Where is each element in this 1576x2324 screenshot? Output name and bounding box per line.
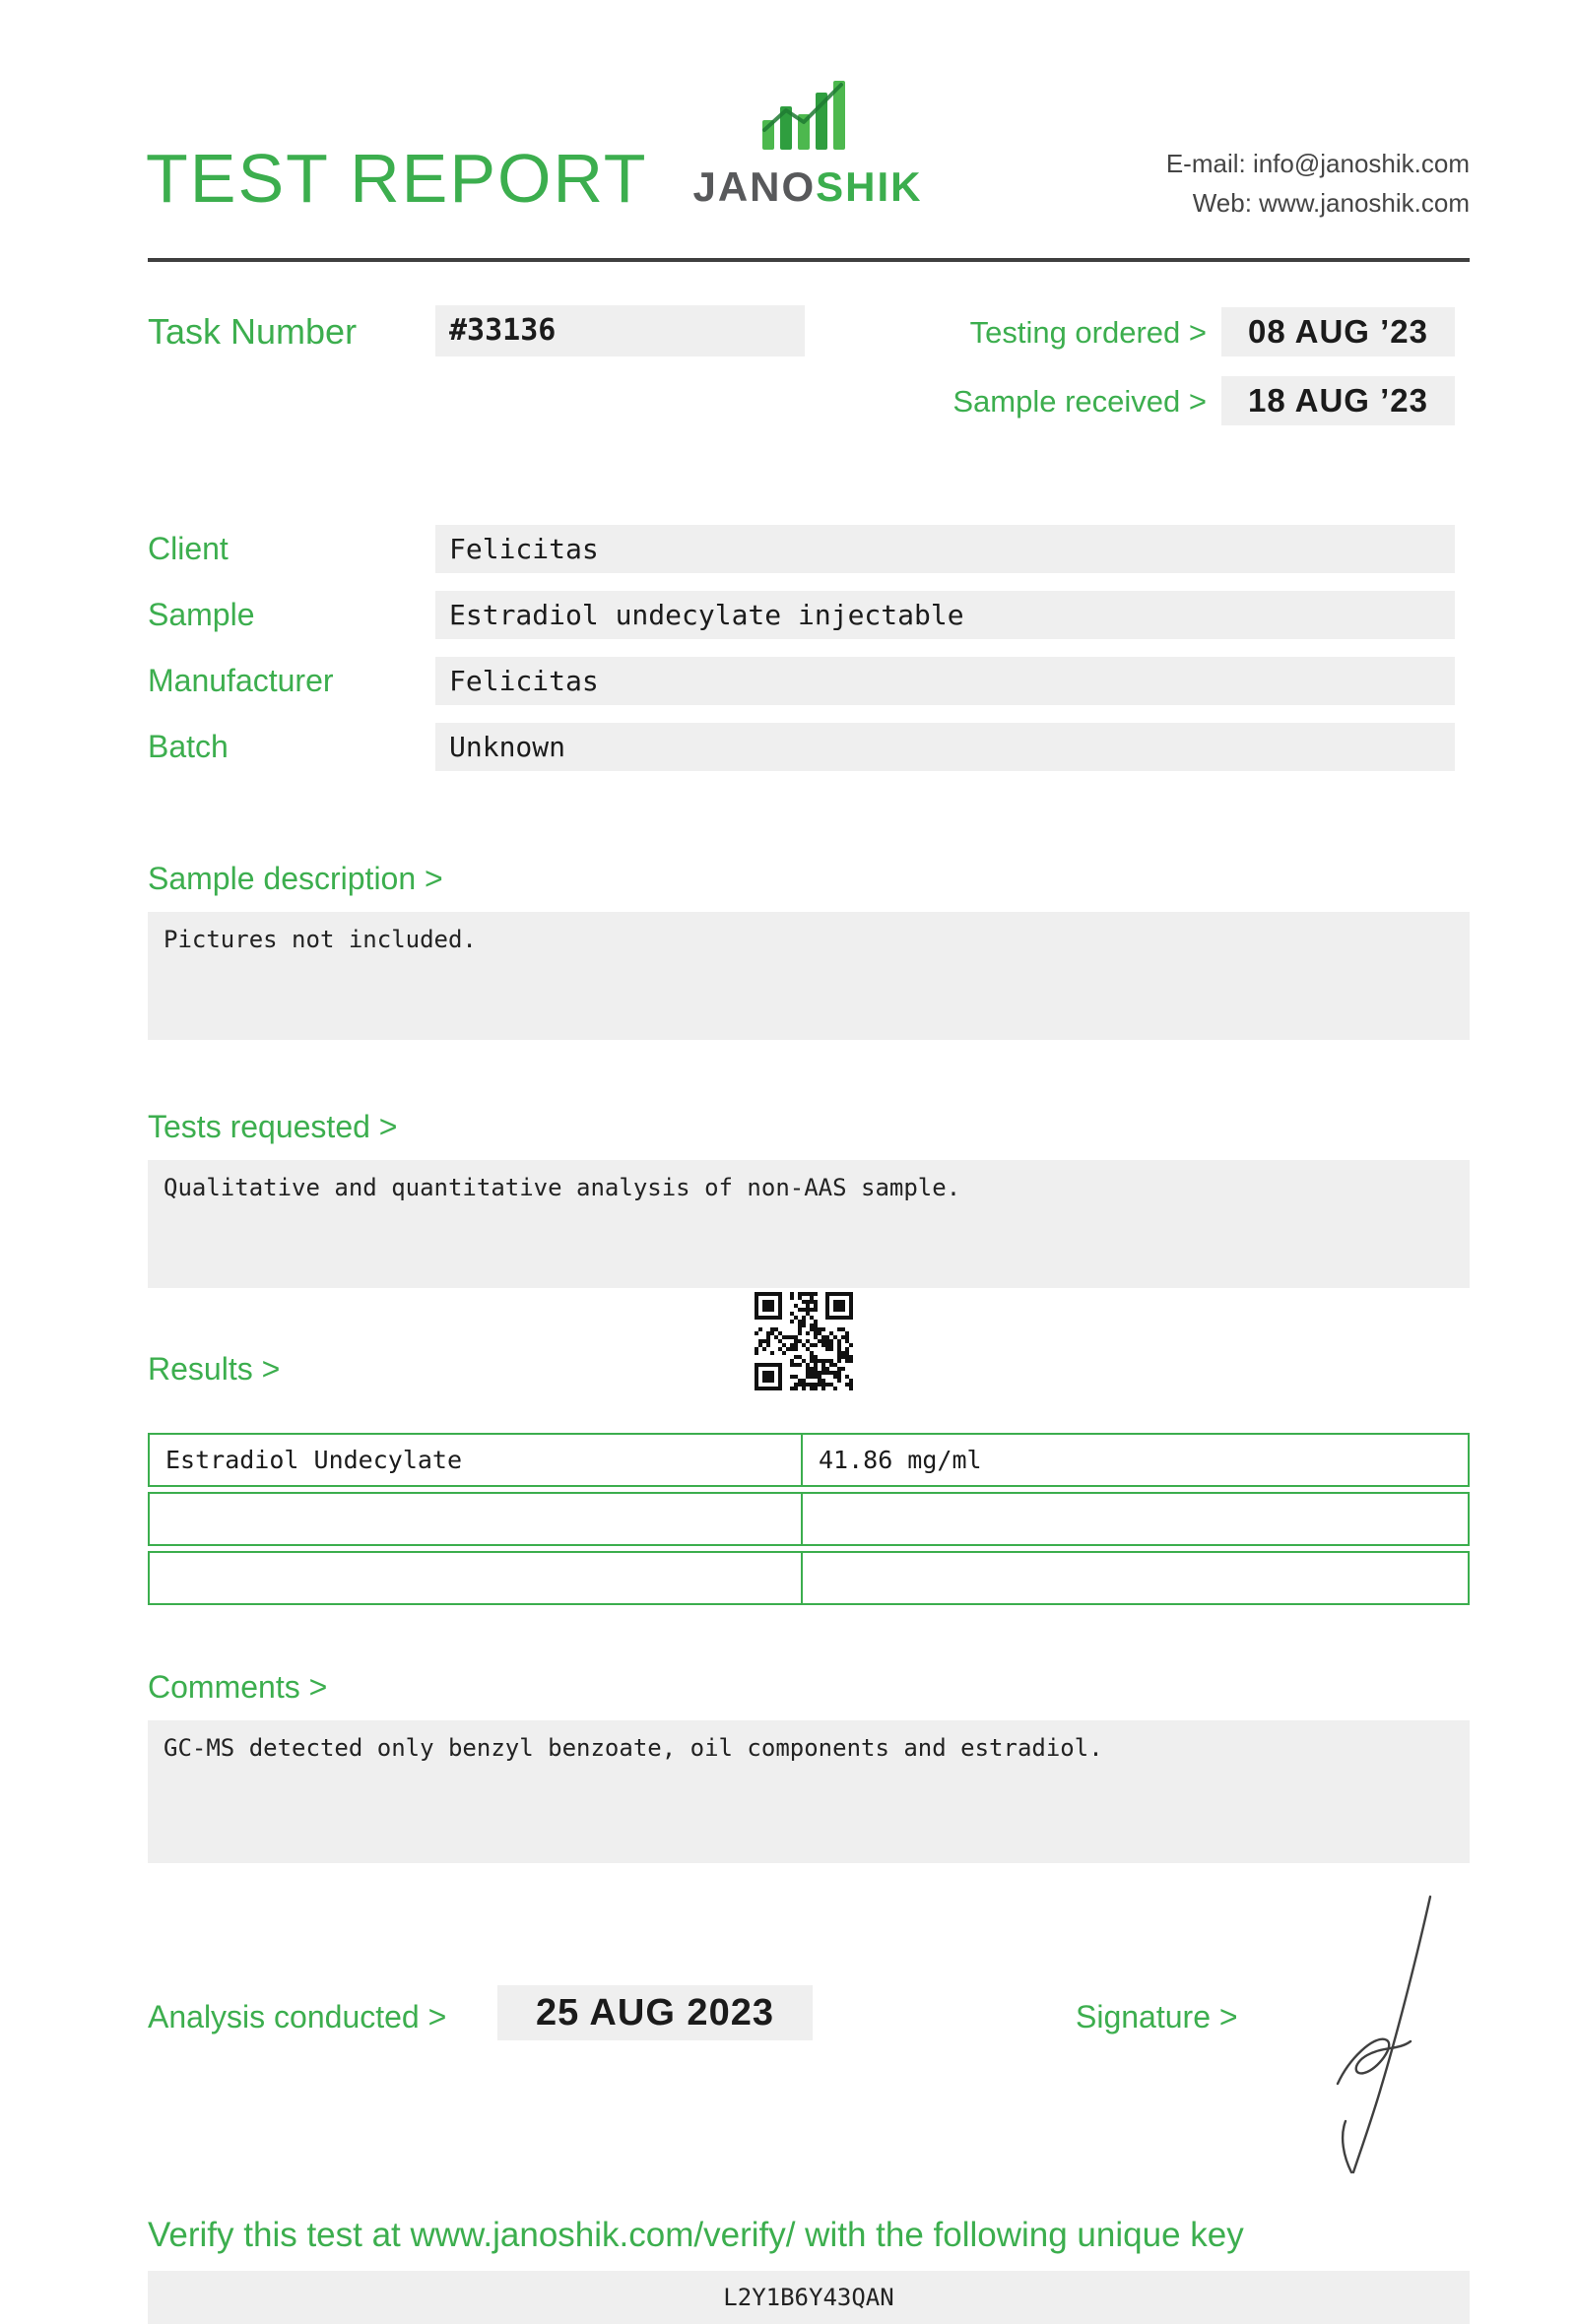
result-name-cell: [150, 1494, 803, 1544]
unique-key-bar: L2Y1B6Y43QAN: [148, 2271, 1470, 2324]
logo-text: [690, 163, 926, 211]
testing-ordered-label: Testing ordered >: [969, 315, 1207, 350]
client-label: Client: [148, 531, 229, 566]
task-number-field: #33136: [435, 305, 805, 356]
signature-label: Signature >: [1076, 1999, 1238, 2034]
table-row: [148, 1551, 1470, 1605]
logo-text-primary: JANO: [692, 163, 817, 210]
result-value-cell: 41.86 mg/ml: [819, 1446, 982, 1474]
batch-label: Batch: [148, 729, 229, 764]
testing-ordered-field: 08 AUG ’23: [1221, 307, 1455, 356]
sample-label: Sample: [148, 597, 255, 632]
table-row: [148, 1492, 1470, 1546]
verify-text: Verify this test at www.janoshik.com/verify/ with the following unique key: [148, 2216, 1244, 2254]
qr-code: [755, 1292, 853, 1390]
sample-description-box: [148, 912, 1470, 1040]
page-title: TEST REPORT: [146, 140, 648, 217]
result-value-cell: [803, 1553, 1468, 1603]
sample-received-label: Sample received >: [952, 384, 1207, 419]
results-table: [148, 1433, 1470, 1610]
logo-chart-icon: [758, 79, 849, 158]
result-name-cell: [150, 1553, 803, 1603]
comments-box: [148, 1720, 1470, 1863]
tests-requested-box: [148, 1160, 1470, 1288]
header-divider: [148, 258, 1470, 262]
result-name-cell: Estradiol Undecylate: [150, 1435, 803, 1485]
result-value-cell: [803, 1494, 1468, 1544]
manufacturer-field: Felicitas: [435, 657, 1455, 705]
logo-text-secondary: SHIK: [816, 163, 923, 210]
sample-description-text: Pictures not included.: [164, 926, 477, 953]
sample-description-heading: Sample description >: [148, 861, 443, 896]
sample-received-field: 18 AUG ’23: [1221, 376, 1455, 425]
sample-field: Estradiol undecylate injectable: [435, 591, 1455, 639]
signature-image: [1280, 1889, 1468, 2184]
contact-block: [1166, 144, 1470, 223]
contact-web: Web: www.janoshik.com: [1192, 188, 1470, 218]
manufacturer-label: Manufacturer: [148, 663, 334, 698]
table-row: [148, 1433, 1470, 1487]
batch-field: Unknown: [435, 723, 1455, 771]
results-heading: Results >: [148, 1351, 281, 1387]
tests-requested-text: Qualitative and quantitative analysis of non-AAS sample.: [164, 1174, 961, 1201]
contact-email: E-mail: info@janoshik.com: [1165, 149, 1470, 178]
client-field: Felicitas: [435, 525, 1455, 573]
analysis-date-field: 25 AUG 2023: [497, 1985, 813, 2040]
comments-heading: Comments >: [148, 1669, 328, 1705]
comments-text: GC-MS detected only benzyl benzoate, oil components and estradiol.: [164, 1734, 1103, 1762]
tests-requested-heading: Tests requested >: [148, 1109, 398, 1144]
task-number-label: Task Number: [148, 311, 358, 352]
analysis-conducted-label: Analysis conducted >: [148, 1999, 447, 2034]
